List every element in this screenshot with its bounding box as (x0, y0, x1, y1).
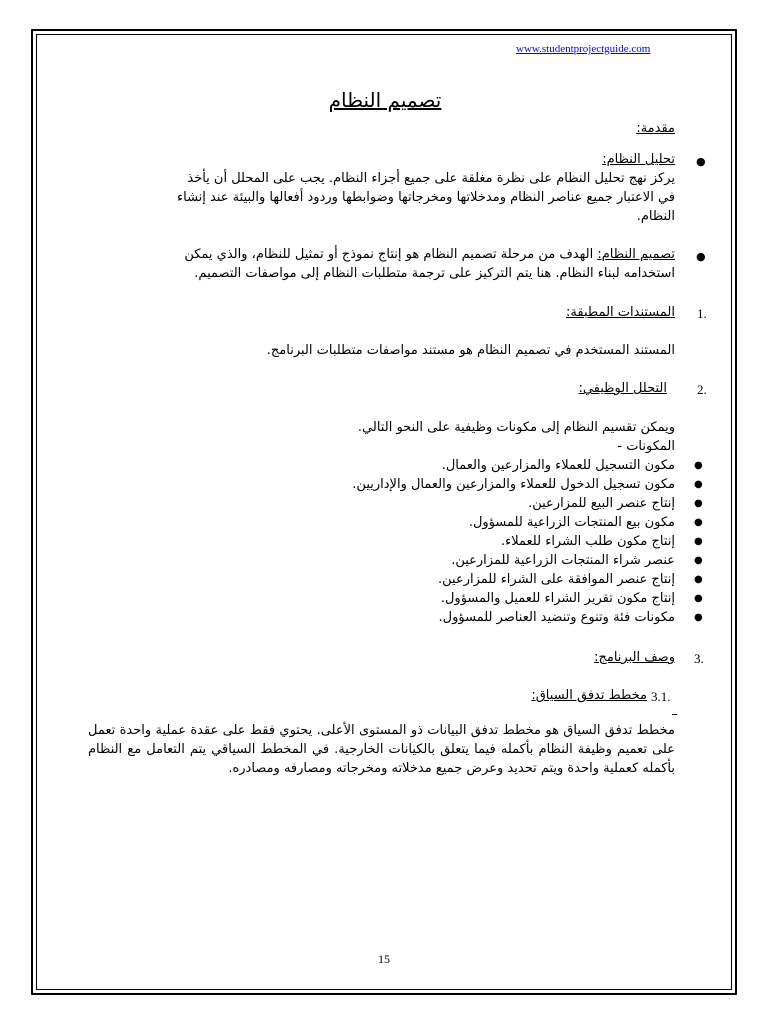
context-flow-paragraph: مخطط تدفق السياق هو مخطط تدفق البيانات ذو المستوى الأعلى. يحتوي فقط على عقدة عملية واحدة تعمل على تعميم وظيفة النظام بأكمله فيما يتعلق بالكيانات الخارجية. في المخطط السياقي يتم التعامل مع النظام بأكمله كعملية واحدة ويتم تحديد وعرض جميع مدخلاته ومخرجاته ومصارفه ومصادره. (88, 723, 675, 776)
page-number: 15 (378, 952, 390, 966)
section-3-heading: وصف البرنامج: (594, 650, 675, 665)
section-3-number: 3. (694, 651, 704, 666)
section-2-heading: التحلل الوظيفي: (578, 381, 667, 396)
bullet-dot: ● (694, 612, 703, 623)
section-1-heading: المستندات المطبقة: (566, 305, 675, 320)
system-analysis-line-3: النظام. (636, 209, 675, 224)
subsection-3-1-number: 3.1. (651, 689, 671, 704)
bullet-dot: ● (696, 155, 706, 168)
list-item: إنتاج مكون طلب الشراء للعملاء. (501, 534, 675, 549)
system-design-line-2: استخدامه لبناء النظام. هنا يتم التركيز على ترجمة متطلبات النظام إلى مواصفات التصميم. (194, 266, 675, 281)
system-design-line-1 (184, 247, 675, 262)
system-analysis-line-2: في الاعتبار جميع عناصر النظام ومدخلاتها ومخرجاتها وضوابطها وردود أفعالها والبيئة عند إنشاء (177, 190, 675, 205)
system-design-line-1-rest: الهدف من مرحلة تصميم النظام هو إنتاج نموذج أو تمثيل للنظام، والذي يمكن (184, 247, 598, 262)
section-2-intro: ويمكن تقسيم النظام إلى مكونات وظيفية على النحو التالي. (357, 420, 675, 435)
components-label: المكونات - (617, 439, 675, 454)
underline-mark (672, 714, 677, 715)
bullet-dot: ● (696, 250, 706, 263)
section-1-number: 1. (697, 306, 707, 321)
section-1-text: المستند المستخدم في تصميم النظام هو مستند مواصفات متطلبات البرنامج. (266, 343, 675, 358)
list-item: مكونات فئة وتنوع وتنضيد العناصر للمسؤول. (438, 610, 675, 625)
intro-heading: مقدمة: (636, 121, 675, 136)
bullet-dot: ● (694, 479, 703, 490)
system-analysis-label: تحليل النظام: (602, 152, 675, 167)
system-analysis-line-1: يركز نهج تحليل النظام على نظرة مغلقة على جميع أجزاء النظام. يجب على المحلل أن يأخذ (187, 171, 675, 186)
subsection-3-1-heading: مخطط تدفق السياق: (531, 688, 647, 703)
bullet-dot: ● (694, 498, 703, 509)
list-item: مكون التسجيل للعملاء والمزارعين والعمال. (441, 458, 675, 473)
section-2-number: 2. (697, 382, 707, 397)
bullet-dot: ● (694, 593, 703, 604)
bullet-dot: ● (694, 574, 703, 585)
list-item: إنتاج مكون تقرير الشراء للعميل والمسؤول. (440, 591, 675, 606)
bullet-dot: ● (694, 460, 703, 471)
bullet-dot: ● (694, 555, 703, 566)
list-item: مكون بيع المنتجات الزراعية للمسؤول. (468, 515, 675, 530)
bullet-dot: ● (694, 517, 703, 528)
list-item: مكون تسجيل الدخول للعملاء والمزارعين والعمال والإداريين. (352, 477, 675, 492)
list-item: إنتاج عنصر الموافقة على الشراء للمزارعين. (438, 572, 675, 587)
list-item: عنصر شراء المنتجات الزراعية للمزارعين. (451, 553, 675, 568)
system-design-label: تصميم النظام: (597, 247, 675, 262)
list-item: إنتاج عنصر البيع للمزارعين. (528, 496, 675, 511)
page-title: تصميم النظام (328, 88, 442, 112)
bullet-dot: ● (694, 536, 703, 547)
header-url-link[interactable]: www.studentprojectguide.com (516, 43, 651, 55)
